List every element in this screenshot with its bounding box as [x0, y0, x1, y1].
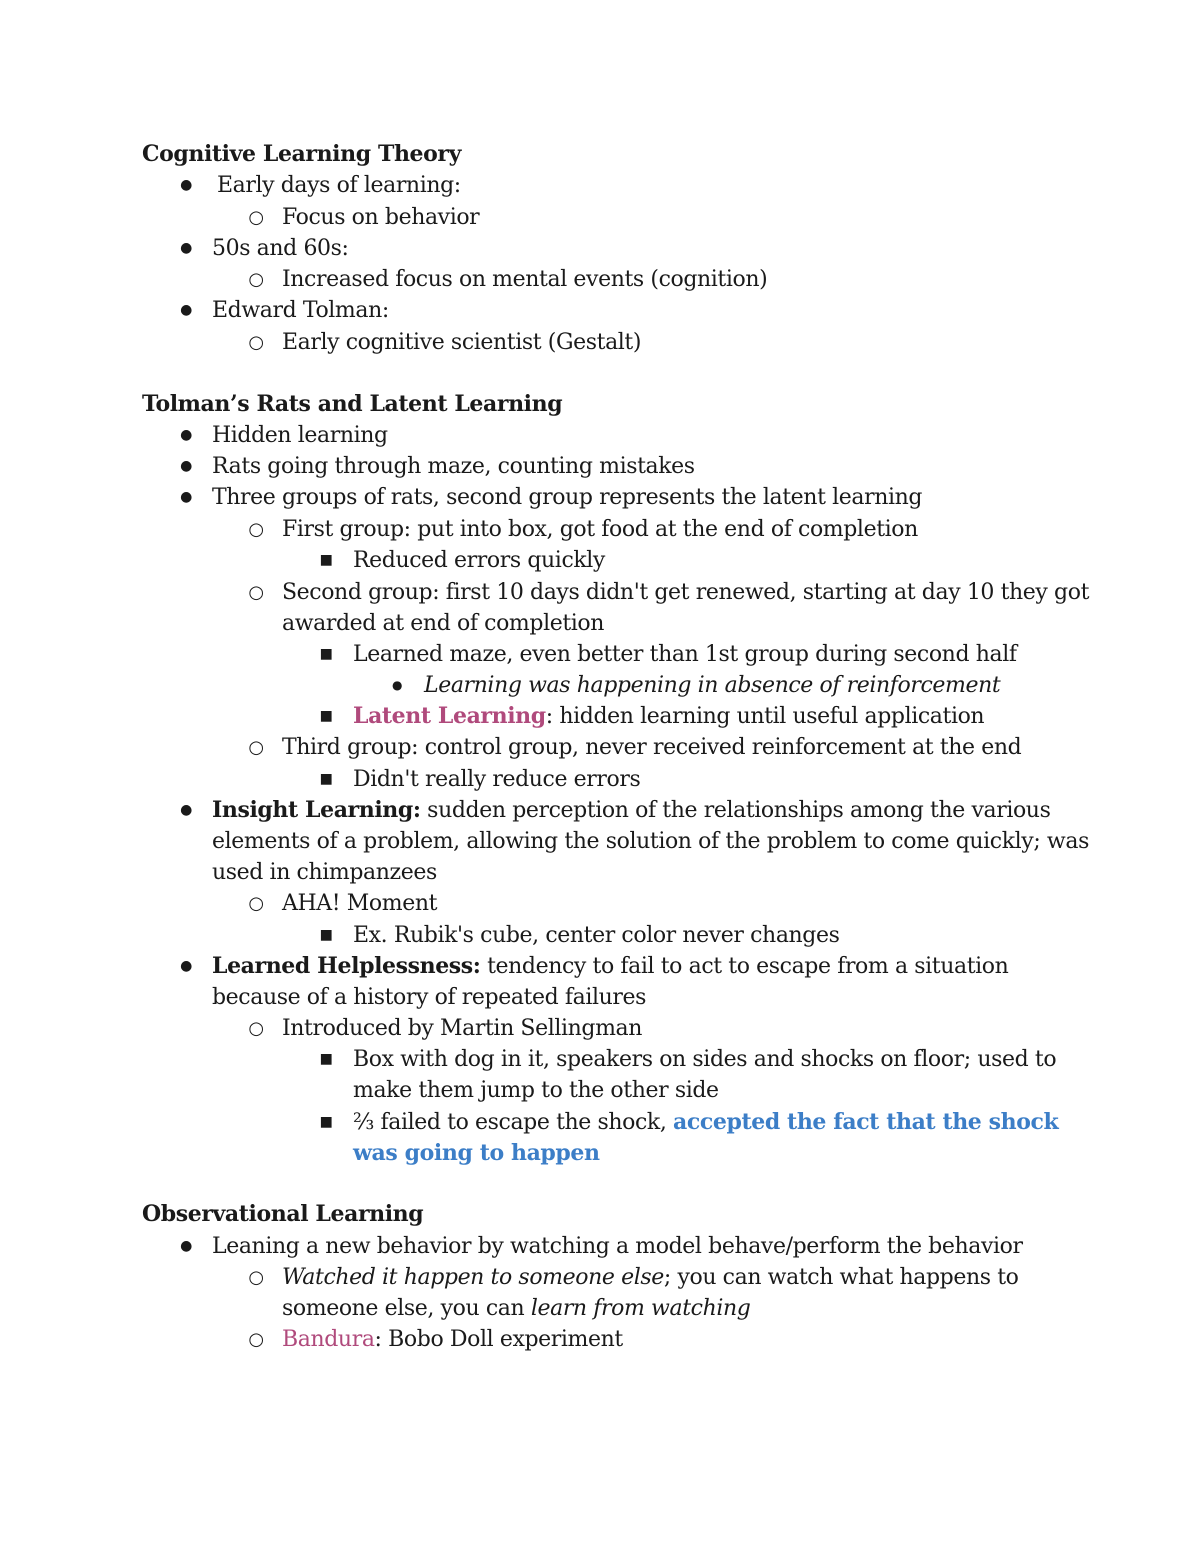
bullet-level2: ○ [248, 893, 264, 914]
bullet-level2: ○ [248, 737, 264, 758]
item-text: : Bobo Doll experiment [374, 1327, 623, 1352]
bullet-level2: ○ [248, 332, 264, 353]
bullet-level1: ● [180, 802, 192, 818]
list-item-continuation: make them jump to the other side [353, 1078, 719, 1103]
bullet-level2: ○ [248, 582, 264, 603]
list-item: Introduced by Martin Sellingman [282, 1016, 643, 1041]
bullet-level3: ■ [319, 771, 333, 787]
bullet-level1: ● [180, 240, 192, 256]
list-item: Learning was happening in absence of reinforcement [424, 673, 1001, 698]
list-item-continuation: used in chimpanzees [212, 860, 437, 885]
bullet-level2: ○ [248, 269, 264, 290]
bullet-level3: ■ [319, 646, 333, 662]
italic-text: Watched it happen to someone else [282, 1265, 664, 1290]
bullet-level1: ● [180, 302, 192, 318]
bullet-level1: ● [180, 1238, 192, 1254]
list-item: Ex. Rubik's cube, center color never changes [353, 923, 840, 948]
term-insight-learning: Insight Learning: [212, 797, 421, 823]
list-item: Focus on behavior [282, 205, 480, 230]
bullet-level3: ■ [319, 708, 333, 724]
list-item [212, 795, 1050, 826]
list-item-continuation: elements of a problem, allowing the solution of the problem to come quickly; was [212, 829, 1089, 854]
bullet-level2: ○ [248, 1329, 264, 1350]
item-text: ; you can watch what happens to [663, 1265, 1019, 1290]
item-text: ⅔ failed to escape the shock, [353, 1110, 674, 1135]
section-heading-cognitive-learning-theory: Cognitive Learning Theory [142, 141, 461, 167]
list-item: Reduced errors quickly [353, 548, 605, 573]
bullet-level1: ● [180, 177, 192, 193]
bullet-level1: ● [180, 958, 192, 974]
definition-text: sudden perception of the relationships among the various [420, 798, 1051, 823]
bullet-level3: ■ [319, 927, 333, 943]
list-item: Box with dog in it, speakers on sides and shocks on floor; used to [353, 1047, 1057, 1072]
list-item [212, 951, 1008, 982]
list-item [282, 1262, 1019, 1293]
list-item-continuation: awarded at end of completion [282, 611, 605, 636]
italic-text: learn from watching [530, 1296, 751, 1321]
list-item: First group: put into box, got food at the end of completion [282, 517, 918, 542]
list-item: Rats going through maze, counting mistakes [212, 454, 695, 479]
list-item: Second group: first 10 days didn't get renewed, starting at day 10 they got [282, 580, 1090, 605]
bullet-level1: ● [180, 489, 192, 505]
bullet-level3: ■ [319, 1051, 333, 1067]
term-bandura: Bandura [282, 1327, 375, 1352]
section-heading-tolmans-rats: Tolman’s Rats and Latent Learning [142, 391, 563, 417]
bullet-level4: ● [391, 678, 403, 692]
highlighted-text: accepted the fact that the shock [673, 1109, 1059, 1135]
list-item [353, 1107, 1058, 1138]
definition-text: : hidden learning until useful application [545, 704, 985, 729]
list-item [353, 701, 984, 732]
term-learned-helplessness: Learned Helplessness: [212, 953, 481, 979]
list-item: Third group: control group, never received reinforcement at the end [282, 735, 1022, 760]
highlighted-text-continuation: was going to happen [353, 1140, 600, 1166]
bullet-level1: ● [180, 427, 192, 443]
list-item: Learned maze, even better than 1st group during second half [353, 642, 1017, 667]
section-heading-observational-learning: Observational Learning [142, 1201, 424, 1227]
list-item: 50s and 60s: [212, 236, 349, 261]
list-item: Increased focus on mental events (cognition) [282, 267, 768, 292]
list-item [282, 1324, 623, 1355]
definition-text: tendency to fail to act to escape from a situation [480, 954, 1009, 979]
list-item: Early cognitive scientist (Gestalt) [282, 330, 642, 355]
bullet-level1: ● [180, 458, 192, 474]
list-item-continuation: because of a history of repeated failures [212, 985, 647, 1010]
list-item: AHA! Moment [282, 891, 438, 916]
list-item: Didn't really reduce errors [353, 767, 641, 792]
list-item: Three groups of rats, second group represents the latent learning [212, 485, 923, 510]
bullet-level2: ○ [248, 519, 264, 540]
bullet-level2: ○ [248, 207, 264, 228]
bullet-level2: ○ [248, 1018, 264, 1039]
bullet-level3: ■ [319, 1114, 333, 1130]
list-item: Edward Tolman: [212, 298, 389, 323]
list-item: Early days of learning: [217, 173, 461, 198]
list-item: Leaning a new behavior by watching a model behave/perform the behavior [212, 1234, 1023, 1259]
bullet-level3: ■ [319, 552, 333, 568]
bullet-level2: ○ [248, 1267, 264, 1288]
term-latent-learning: Latent Learning [353, 703, 546, 729]
item-text: someone else, you can [282, 1296, 531, 1321]
list-item: Hidden learning [212, 423, 388, 448]
list-item-continuation [282, 1293, 750, 1324]
